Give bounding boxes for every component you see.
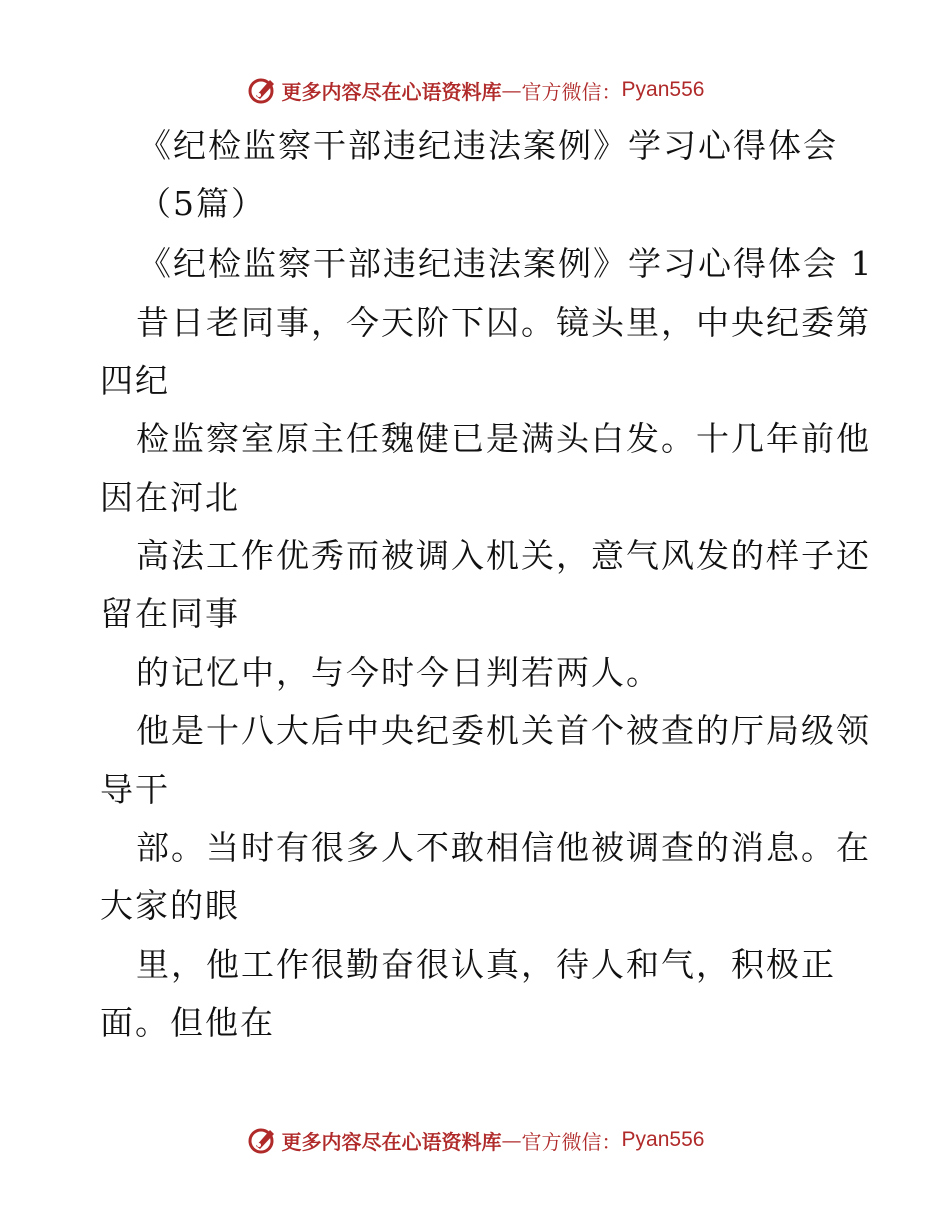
document-title: 《纪检监察干部违纪违法案例》学习心得体会 xyxy=(138,126,838,165)
document-title-count: （5篇） xyxy=(138,184,266,223)
banner-wechat-label: 官方微信： xyxy=(521,1129,622,1154)
section-heading: 《纪检监察干部违纪违法案例》学习心得体会 1 xyxy=(138,244,874,283)
paragraph-line: 里，他工作很勤奋很认真，待人和气，积极正 xyxy=(136,945,836,984)
paragraph-line: 导干 xyxy=(100,770,170,809)
banner-wechat-label: 官方微信： xyxy=(521,79,622,104)
paragraph-line: 他是十八大后中央纪委机关首个被查的厅局级领 xyxy=(136,711,871,750)
paragraph-line: 昔日老同事，今天阶下囚。镜头里，中央纪委第 xyxy=(136,303,871,342)
banner-separator: — xyxy=(501,1128,522,1152)
paragraph-line: 大家的眼 xyxy=(100,886,240,925)
paragraph-line: 四纪 xyxy=(100,361,170,400)
header-watermark xyxy=(0,70,950,110)
banner-brand: 更多内容尽在心语资料库 xyxy=(281,1129,502,1154)
paragraph-line: 高法工作优秀而被调入机关，意气风发的样子还 xyxy=(136,536,871,575)
paragraph-line: 的记忆中，与今时今日判若两人。 xyxy=(136,653,661,692)
banner-wechat-id: Pyan556 xyxy=(621,78,705,101)
footer-watermark xyxy=(0,1120,950,1160)
paragraph-line: 留在同事 xyxy=(100,594,240,633)
banner-separator: — xyxy=(501,78,522,102)
paragraph-line: 部。当时有很多人不敢相信他被调查的消息。在 xyxy=(136,828,871,867)
pen-nib-circle-icon xyxy=(246,74,278,106)
banner-wechat-id: Pyan556 xyxy=(621,1128,705,1151)
paragraph-line: 检监察室原主任魏健已是满头白发。十几年前他 xyxy=(136,419,871,458)
paragraph-line: 面。但他在 xyxy=(100,1003,275,1042)
paragraph-line: 因在河北 xyxy=(100,478,240,517)
pen-nib-circle-icon xyxy=(246,1124,278,1156)
banner-brand: 更多内容尽在心语资料库 xyxy=(281,79,502,104)
